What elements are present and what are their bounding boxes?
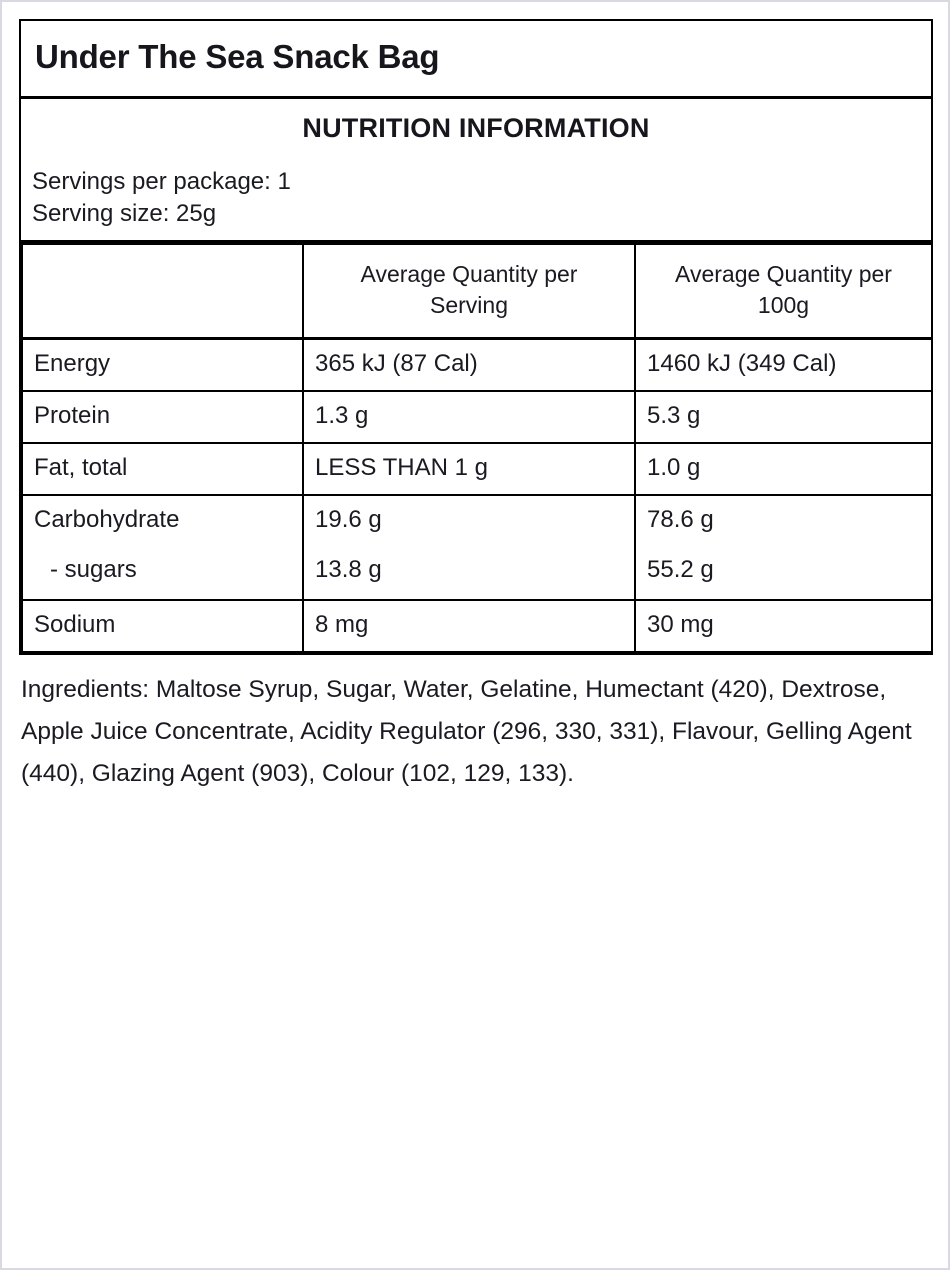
nutrient-name-energy: Energy (22, 339, 303, 391)
table-row (22, 339, 932, 391)
product-title-band (21, 21, 931, 99)
column-header-per-100g (635, 244, 932, 339)
nutrient-name-carbohydrate: Carbohydrate (34, 505, 180, 533)
value-fat-total-per-100g: 1.0 g (635, 443, 932, 495)
value-sodium-per-100g: 30 mg (635, 600, 932, 652)
nutrition-information-heading: NUTRITION INFORMATION (302, 112, 650, 143)
nutrient-name-sodium: Sodium (22, 600, 303, 652)
value-energy-per-100g: 1460 kJ (349 Cal) (635, 339, 932, 391)
nutrition-table-head (22, 244, 932, 339)
ingredients-statement: Ingredients: Maltose Syrup, Sugar, Water, Gelatine, Humectant (420), Dextrose, Apple Juice Concentrate, Acidity Regulator (296, 330, 331), Flavour, Gelling Agent (440), Glazing Agent (903), Colour (102, 129, 133). (21, 676, 912, 788)
column-header-nutrient (22, 244, 303, 339)
value-carbohydrate-group-per-100g (635, 495, 932, 601)
value-carbohydrate-per-100g: 78.6 g (647, 505, 714, 533)
table-row (22, 391, 932, 443)
value-carbohydrate-per-serving: 19.6 g (315, 505, 382, 533)
nutrient-name-carbohydrate-group (22, 495, 303, 601)
value-sugars-per-serving: 13.8 g (315, 556, 382, 584)
column-header-per-100g-line2: 100g (757, 292, 810, 319)
nutrition-table-body (22, 339, 932, 652)
value-protein-per-100g: 5.3 g (635, 391, 932, 443)
serving-size: Serving size: 25g (32, 199, 217, 227)
table-row (22, 495, 932, 601)
column-header-per-serving (303, 244, 635, 339)
serving-info-group (21, 166, 931, 234)
table-row (22, 600, 932, 652)
nutrition-information-panel (19, 19, 933, 655)
nutrition-heading-band (21, 99, 931, 243)
table-header-row (22, 244, 932, 339)
nutrient-name-sugars: - sugars (50, 556, 137, 584)
page-title: Under The Sea Snack Bag (35, 38, 440, 75)
nutrition-table (21, 243, 933, 653)
column-header-per-serving-line2: Serving (430, 292, 508, 319)
value-sugars-per-100g: 55.2 g (647, 556, 714, 584)
column-header-per-100g-line1: Average Quantity per (675, 260, 892, 287)
page-content (19, 19, 933, 795)
table-row (22, 443, 932, 495)
column-header-per-serving-line1: Average Quantity per (360, 260, 578, 287)
nutrient-name-fat-total: Fat, total (22, 443, 303, 495)
value-energy-per-serving: 365 kJ (87 Cal) (303, 339, 635, 391)
nutrient-name-protein: Protein (22, 391, 303, 443)
value-sodium-per-serving: 8 mg (303, 600, 635, 652)
value-carbohydrate-group-per-serving (303, 495, 635, 601)
servings-per-package: Servings per package: 1 (32, 167, 291, 195)
value-fat-total-per-serving: LESS THAN 1 g (303, 443, 635, 495)
value-protein-per-serving: 1.3 g (303, 391, 635, 443)
